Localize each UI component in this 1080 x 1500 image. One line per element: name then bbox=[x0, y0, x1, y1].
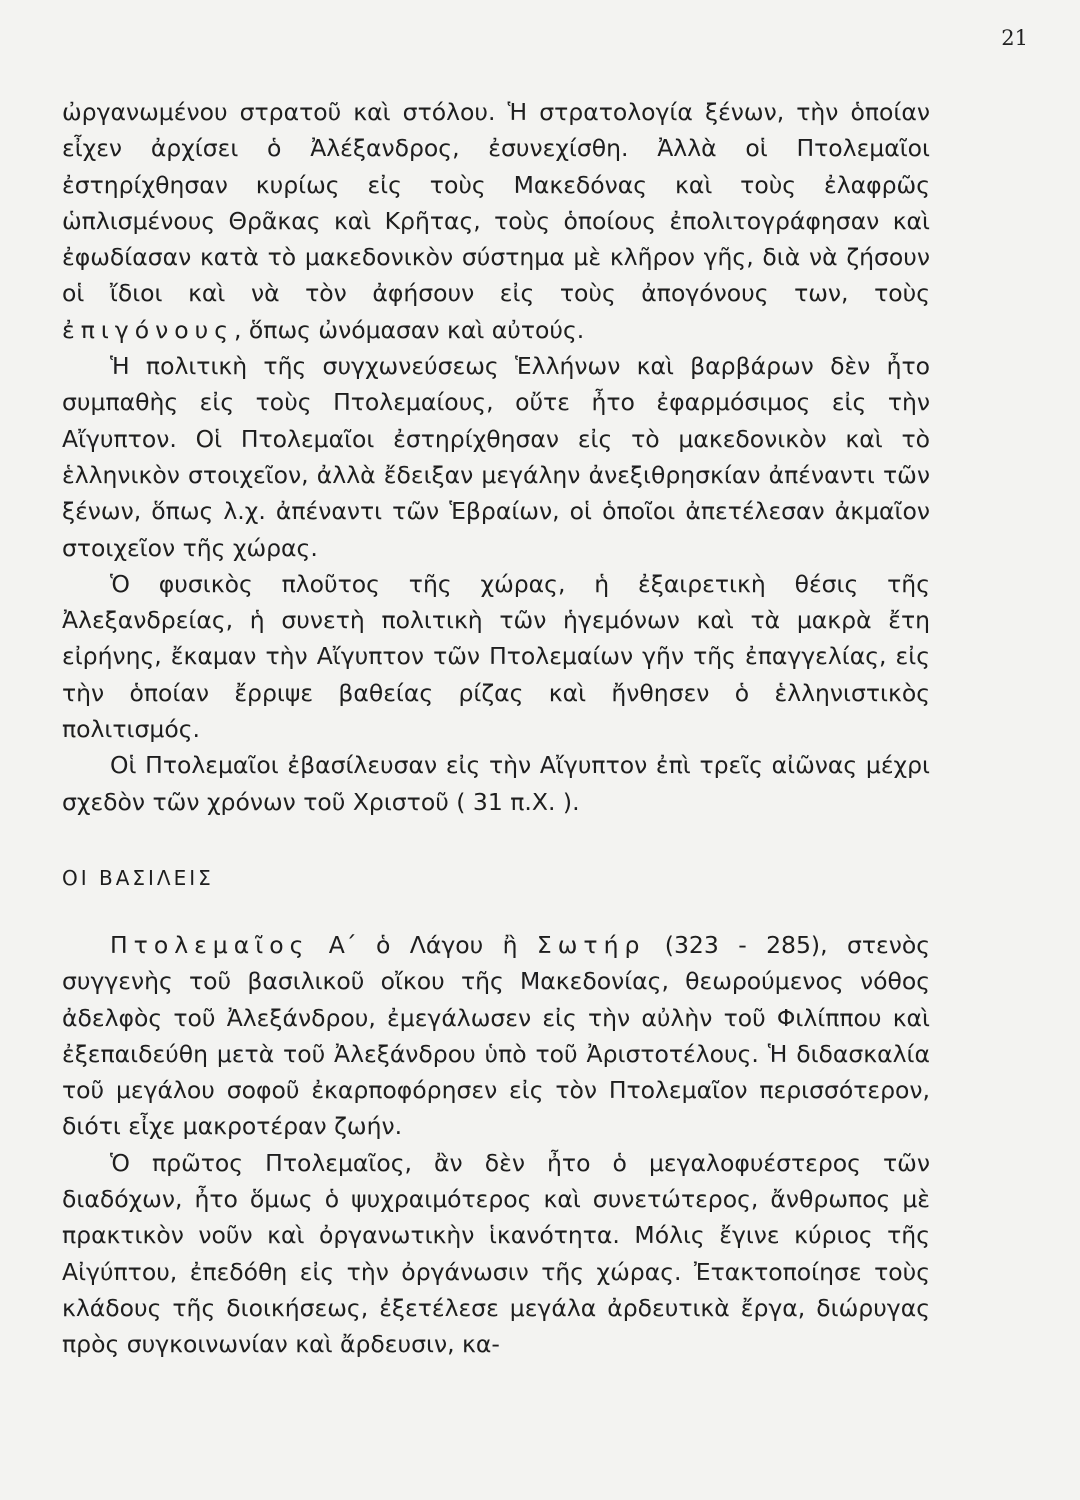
paragraph-continuation bbox=[62, 94, 930, 348]
king-epithet-soter: Σωτήρ bbox=[536, 931, 646, 959]
paragraph-text: (323 - 285), στενὸς συγγενὴς τοῦ βασιλικοῦ οἴκου τῆς Μακεδονίας, θεωρούμενος νόθος ἀδελφὸς τοῦ Ἀλεξάνδρου, ἐμεγάλωσεν εἰς τὴν αὐλὴν τοῦ Φιλίππου καὶ ἐξεπαιδεύθη μετὰ τοῦ Ἀλεξάνδρου ὑπὸ τοῦ Ἀριστοτέλους. Ἡ διδασκαλία τοῦ μεγάλου σοφοῦ ἐκαρποφόρησεν εἰς τὸν Πτολεμαῖον περισσότερον, διότι εἶχε μακροτέραν ζωήν. bbox=[62, 931, 930, 1141]
paragraph-natural-wealth: Ὁ φυσικὸς πλοῦτος τῆς χώρας, ἡ ἐξαιρετικὴ θέσις τῆς Ἀλεξανδρείας, ἡ συνετὴ πολιτικὴ τῶν ἡγεμόνων καὶ τὰ μακρὰ ἔτη εἰρήνης, ἔκαμαν τὴν Αἴγυπτον τῶν Πτολεμαίων γῆν τῆς ἐπαγγελίας, εἰς τὴν ὁποίαν ἔρριψε βαθείας ρίζας καὶ ἤνθησεν ὁ ἑλληνιστικὸς πολιτισμός. bbox=[62, 569, 930, 744]
king-name-ptolemy: Πτολεμαῖος bbox=[110, 931, 310, 959]
text-block-upper bbox=[62, 94, 930, 820]
page-number: 21 bbox=[1001, 26, 1028, 50]
emphasized-word-epigonous: ἐπιγόνους bbox=[62, 315, 234, 344]
text-block-lower bbox=[62, 927, 930, 1363]
paragraph-ptolemy-soter bbox=[62, 927, 930, 1145]
paragraph-text: ὠργανωμένου στρατοῦ καὶ στόλου. Ἡ στρατολογία ξένων, τὴν ὁποίαν εἶχεν ἀρχίσει ὁ Ἀλέξανδρος, ἐσυνεχίσθη. Ἀλλὰ οἱ Πτολεμαῖοι ἐστηρίχθησαν κυρίως εἰς τοὺς Μακεδόνας καὶ τοὺς ἐλαφρῶς ὡπλισμένους Θρᾶκας καὶ Κρῆτας, τοὺς ὁποίους ἐπολιτογράφησαν καὶ ἐφωδίασαν κατὰ τὸ μακεδονικὸν σύστημα μὲ κλῆρον γῆς, διὰ νὰ ζήσουν οἱ ἴδιοι καὶ νὰ τὸν ἀφήσουν εἰς τοὺς ἀπογόνους των, τοὺς bbox=[62, 98, 930, 308]
paragraph-text: , ὅπως ὠνόμασαν καὶ αὐτούς. bbox=[233, 315, 585, 344]
paragraph-text: Α΄ ὁ Λάγου ἢ bbox=[309, 931, 537, 959]
section-heading-kings: ΟΙ ΒΑΣΙΛΕΙΣ bbox=[62, 866, 214, 890]
paragraph-first-ptolemy: Ὁ πρῶτος Πτολεμαῖος, ἂν δὲν ἦτο ὁ μεγαλοφυέστερος τῶν διαδόχων, ἦτο ὅμως ὁ ψυχραιμότερος καὶ συνετώτερος, ἄνθρωπος μὲ πρακτικὸν νοῦν καὶ ὀργανωτικὴν ἱκανότητα. Μόλις ἔγινε κύριος τῆς Αἰγύπτου, ἐπεδόθη εἰς τὴν ὀργάνωσιν τῆς χώρας. Ἐτακτοποίησε τοὺς κλάδους τῆς διοικήσεως, ἐξετέλεσε μεγάλα ἀρδευτικὰ ἔργα, διώρυγας πρὸς συγκοινωνίαν καὶ ἄρδευσιν, κα- bbox=[62, 1148, 930, 1359]
paragraph-fusion-policy: Ἡ πολιτικὴ τῆς συγχωνεύσεως Ἑλλήνων καὶ βαρβάρων δὲν ἦτο συμπαθὴς εἰς τοὺς Πτολεμαίους, οὔτε ἦτο ἐφαρμόσιμος εἰς τὴν Αἴγυπτον. Οἱ Πτολεμαῖοι ἐστηρίχθησαν εἰς τὸ μακεδονικὸν καὶ τὸ ἑλληνικὸν στοιχεῖον, ἀλλὰ ἔδειξαν μεγάλην ἀνεξιθρησκίαν ἀπέναντι τῶν ξένων, ὅπως λ.χ. ἀπέναντι τῶν Ἑβραίων, οἱ ὁποῖοι ἀπετέλεσαν ἀκμαῖον στοιχεῖον τῆς χώρας. bbox=[62, 352, 930, 562]
paragraph-reign-duration: Οἱ Πτολεμαῖοι ἐβασίλευσαν εἰς τὴν Αἴγυπτον ἐπὶ τρεῖς αἰῶνας μέχρι σχεδὸν τῶν χρόνων τοῦ Χριστοῦ ( 31 π.Χ. ). bbox=[62, 751, 930, 816]
